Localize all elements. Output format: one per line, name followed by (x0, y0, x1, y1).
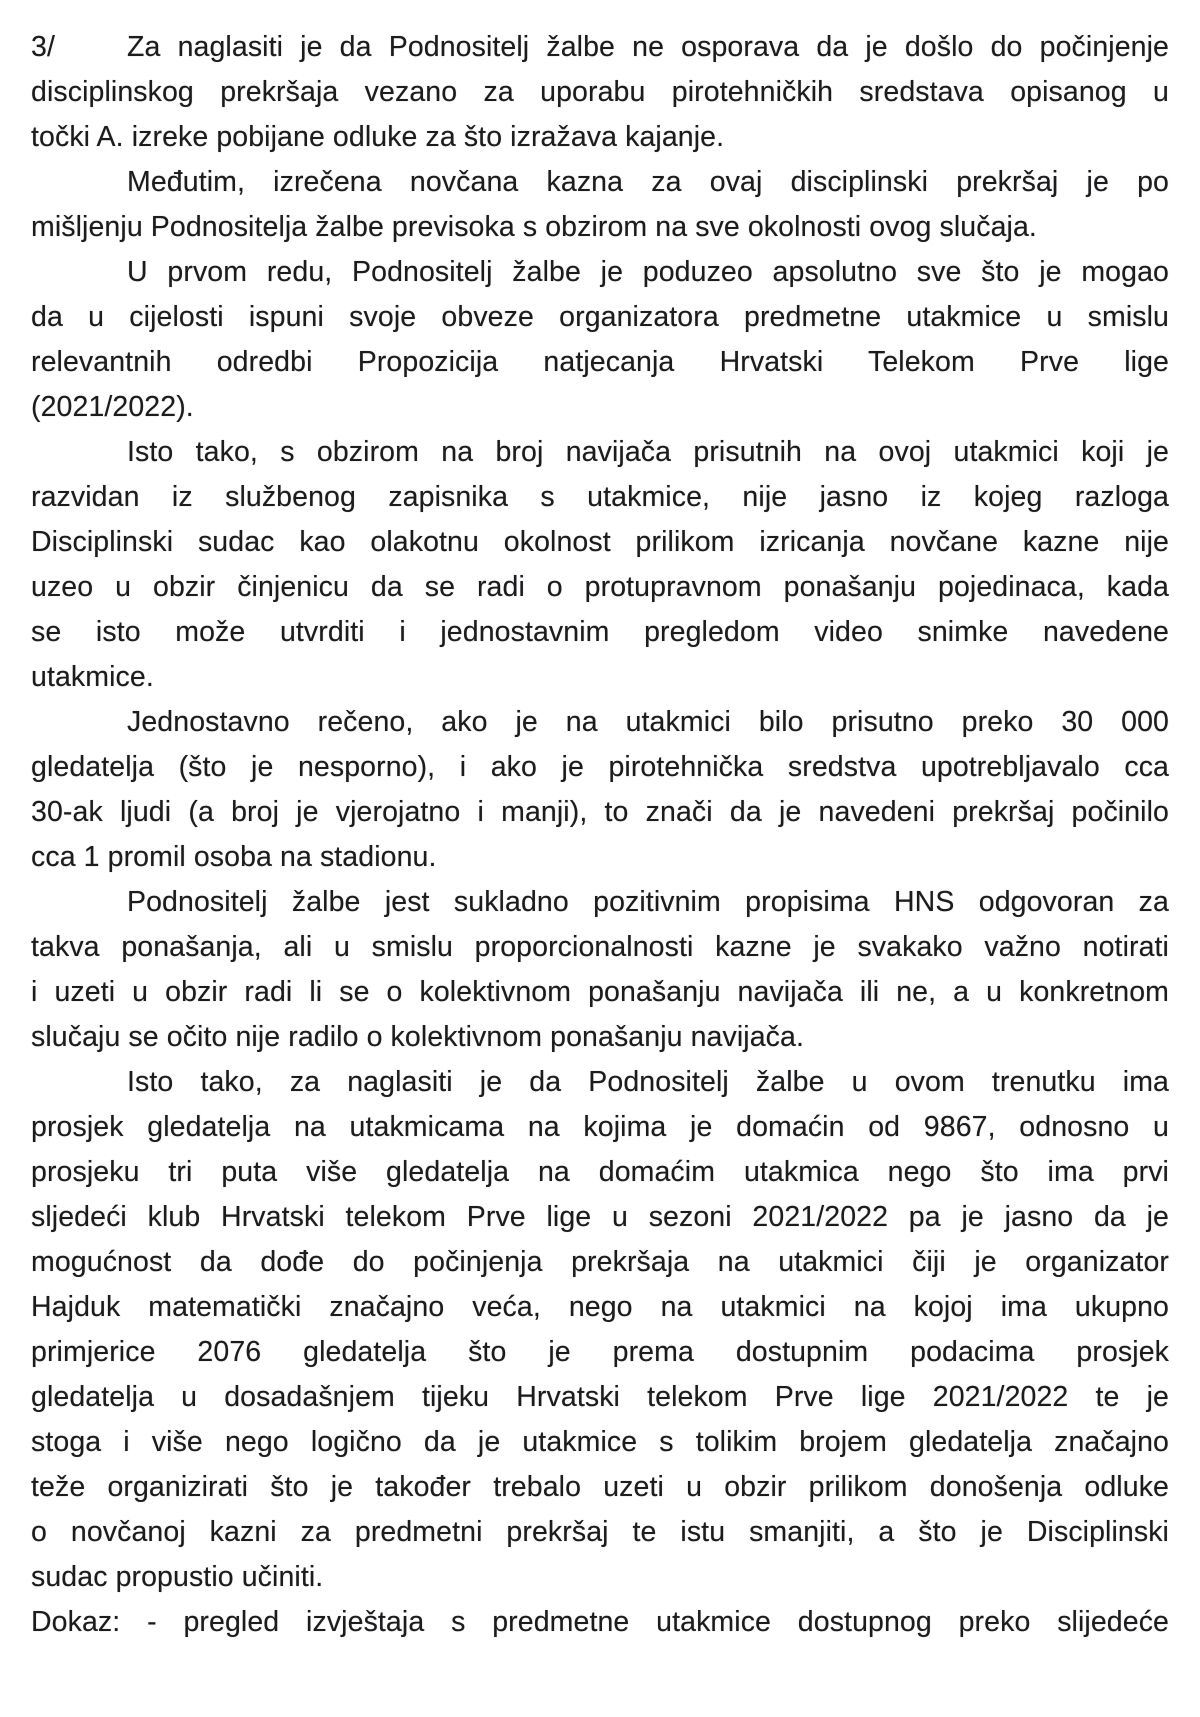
text-line: prosjeku tri puta više gledatelja na domaćim utakmica nego što ima prvi (31, 1156, 1169, 1188)
text-line: da u cijelosti ispuni svoje obveze organizatora predmetne utakmice u smislu (31, 301, 1169, 333)
text-line: utakmice. (31, 661, 154, 693)
text-line: relevantnih odredbi Propozicija natjecanja Hrvatski Telekom Prve lige (31, 346, 1169, 378)
paragraph-medjutim (31, 160, 1169, 250)
text-line (31, 25, 1169, 70)
text-line: disciplinskog prekršaja vezano za uporabu pirotehničkih sredstava opisanog u (31, 76, 1169, 108)
text-line: točki A. izreke pobijane odluke za što izražava kajanje. (31, 121, 725, 153)
text-line: Podnositelj žalbe jest sukladno pozitivnim propisima HNS odgovoran za (127, 886, 1169, 918)
paragraph-jednostavno-receno (31, 700, 1169, 880)
text-line: i uzeti u obzir radi li se o kolektivnom ponašanju navijača ili ne, a u konkretnom (31, 976, 1169, 1008)
text-line: Disciplinski sudac kao olakotnu okolnost prilikom izricanja novčane kazne nije (31, 526, 1169, 558)
text-line: (2021/2022). (31, 391, 194, 423)
text-line: Dokaz: - pregled izvještaja s predmetne utakmice dostupnog preko slijedeće (31, 1606, 1169, 1638)
paragraph-isto-tako-zapisnik (31, 430, 1169, 700)
text-line: prosjek gledatelja na utakmicama na kojima je domaćin od 9867, odnosno u (31, 1111, 1169, 1143)
text-line: Jednostavno rečeno, ako je na utakmici bilo prisutno preko 30 000 (127, 706, 1169, 738)
section-number: 3/ (31, 31, 55, 63)
text-line: mišljenju Podnositelja žalbe previsoka s obzirom na sve okolnosti ovog slučaja. (31, 211, 1037, 243)
text-line: Isto tako, s obzirom na broj navijača prisutnih na ovoj utakmici koji je (127, 436, 1169, 468)
text-line: mogućnost da dođe do počinjenja prekršaja na utakmici čiji je organizator (31, 1246, 1169, 1278)
text-line: 30-ak ljudi (a broj je vjerojatno i manji), to znači da je navedeni prekršaj počinilo (31, 796, 1169, 828)
paragraph-prosjek-gledatelja (31, 1060, 1169, 1600)
paragraph-intro (31, 25, 1169, 160)
text-line: sljedeći klub Hrvatski telekom Prve lige u sezoni 2021/2022 pa je jasno da je (31, 1201, 1169, 1233)
text-line: gledatelja u dosadašnjem tijeku Hrvatski telekom Prve lige 2021/2022 te je (31, 1381, 1169, 1413)
text-line: uzeo u obzir činjenicu da se radi o protupravnom ponašanju pojedinaca, kada (31, 571, 1169, 603)
text-line: se isto može utvrditi i jednostavnim pregledom video snimke navedene (31, 616, 1169, 648)
text-line: teže organizirati što je također trebalo uzeti u obzir prilikom donošenja odluke (31, 1471, 1169, 1503)
text-line: Hajduk matematički značajno veća, nego na utakmici na kojoj ima ukupno (31, 1291, 1169, 1323)
text-line: o novčanoj kazni za predmetni prekršaj te istu smanjiti, a što je Disciplinski (31, 1516, 1169, 1548)
evidence-line (31, 1600, 1169, 1645)
text-line-content: Za naglasiti je da Podnositelj žalbe ne osporava da je došlo do počinjenje (127, 31, 1169, 63)
text-line: primjerice 2076 gledatelja što je prema dostupnim podacima prosjek (31, 1336, 1169, 1368)
text-line: Međutim, izrečena novčana kazna za ovaj disciplinski prekršaj je po (127, 166, 1169, 198)
text-line: stoga i više nego logično da je utakmice s tolikim brojem gledatelja značajno (31, 1426, 1169, 1458)
text-line: gledatelja (što je nesporno), i ako je pirotehnička sredstva upotrebljavalo cca (31, 751, 1169, 783)
text-line: sudac propustio učiniti. (31, 1561, 324, 1593)
text-line: razvidan iz službenog zapisnika s utakmice, nije jasno iz kojeg razloga (31, 481, 1169, 513)
text-line: cca 1 promil osoba na stadionu. (31, 841, 437, 873)
text-line: slučaju se očito nije radilo o kolektivnom ponašanju navijača. (31, 1021, 804, 1053)
text-line: Isto tako, za naglasiti je da Podnositelj žalbe u ovom trenutku ima (127, 1066, 1169, 1098)
paragraph-odgovornost (31, 880, 1169, 1060)
paragraph-u-prvom-redu (31, 250, 1169, 430)
text-line: U prvom redu, Podnositelj žalbe je poduzeo apsolutno sve što je mogao (127, 256, 1169, 288)
text-line: takva ponašanja, ali u smislu proporcionalnosti kazne je svakako važno notirati (31, 931, 1169, 963)
